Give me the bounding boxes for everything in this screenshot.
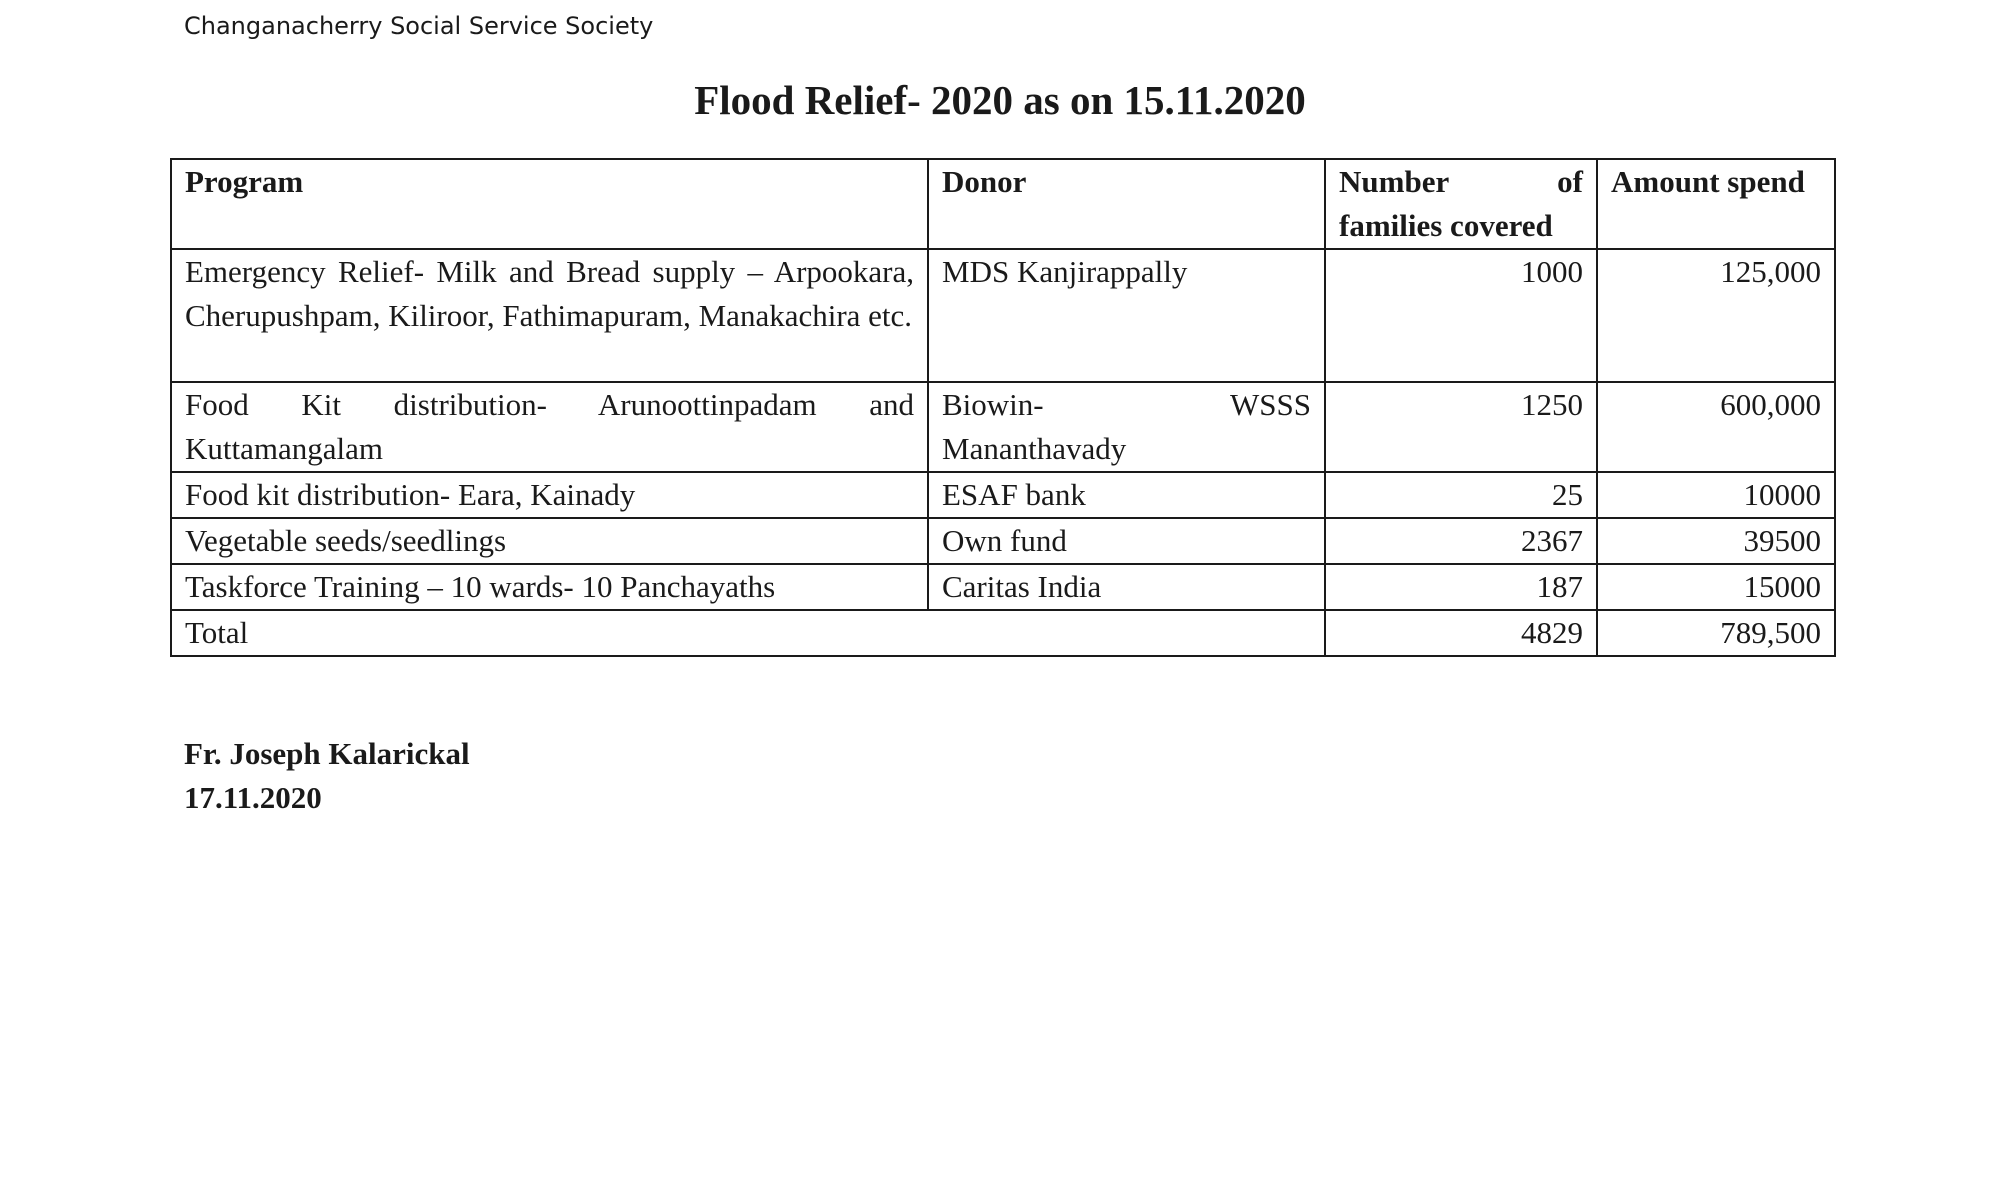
donor-cell: ESAF bank xyxy=(928,472,1325,518)
families-cell: 187 xyxy=(1325,564,1597,610)
total-amount: 789,500 xyxy=(1597,610,1835,656)
signature-block xyxy=(184,732,470,820)
donor-cell: Own fund xyxy=(928,518,1325,564)
amount-cell: 10000 xyxy=(1597,472,1835,518)
table-row xyxy=(171,382,1835,472)
total-label: Total xyxy=(171,610,1325,656)
organization-header: Changanacherry Social Service Society xyxy=(184,12,654,40)
donor-cell-word-wsss: WSSS xyxy=(1230,387,1311,422)
column-header-donor: Donor xyxy=(928,159,1325,249)
table-row xyxy=(171,249,1835,382)
column-header-program: Program xyxy=(171,159,928,249)
families-cell: 1250 xyxy=(1325,382,1597,472)
families-cell: 2367 xyxy=(1325,518,1597,564)
program-cell: Vegetable seeds/seedlings xyxy=(171,518,928,564)
amount-cell: 15000 xyxy=(1597,564,1835,610)
table-header-row xyxy=(171,159,1835,249)
families-cell: 25 xyxy=(1325,472,1597,518)
program-cell: Taskforce Training – 10 wards- 10 Panchayaths xyxy=(171,564,928,610)
column-header-families-word-of: of xyxy=(1557,164,1583,199)
signatory-name: Fr. Joseph Kalarickal xyxy=(184,736,470,771)
program-cell: Emergency Relief- Milk and Bread supply – Arpookara, Cherupushpam, Kiliroor, Fathimapuram, Manakachira etc. xyxy=(171,249,928,382)
document-title: Flood Relief- 2020 as on 15.11.2020 xyxy=(694,77,1306,123)
table-row xyxy=(171,472,1835,518)
column-header-families-line2: families covered xyxy=(1339,208,1553,243)
table-row xyxy=(171,518,1835,564)
amount-cell: 125,000 xyxy=(1597,249,1835,382)
donor-cell-line2: Mananthavady xyxy=(942,431,1127,466)
total-row xyxy=(171,610,1835,656)
amount-cell: 600,000 xyxy=(1597,382,1835,472)
donor-cell: MDS Kanjirappally xyxy=(928,249,1325,382)
signature-date: 17.11.2020 xyxy=(184,780,322,815)
column-header-families-word-number: Number xyxy=(1339,164,1450,199)
program-cell: Food Kit distribution- Arunoottinpadam and Kuttamangalam xyxy=(171,382,928,472)
column-header-amount: Amount spend xyxy=(1597,159,1835,249)
families-cell: 1000 xyxy=(1325,249,1597,382)
program-cell: Food kit distribution- Eara, Kainady xyxy=(171,472,928,518)
flood-relief-table xyxy=(170,158,1836,657)
table-row xyxy=(171,564,1835,610)
donor-cell-word-biowin: Biowin- xyxy=(942,387,1044,422)
column-header-families xyxy=(1325,159,1597,249)
donor-cell: Caritas India xyxy=(928,564,1325,610)
donor-cell xyxy=(928,382,1325,472)
total-families: 4829 xyxy=(1325,610,1597,656)
amount-cell: 39500 xyxy=(1597,518,1835,564)
